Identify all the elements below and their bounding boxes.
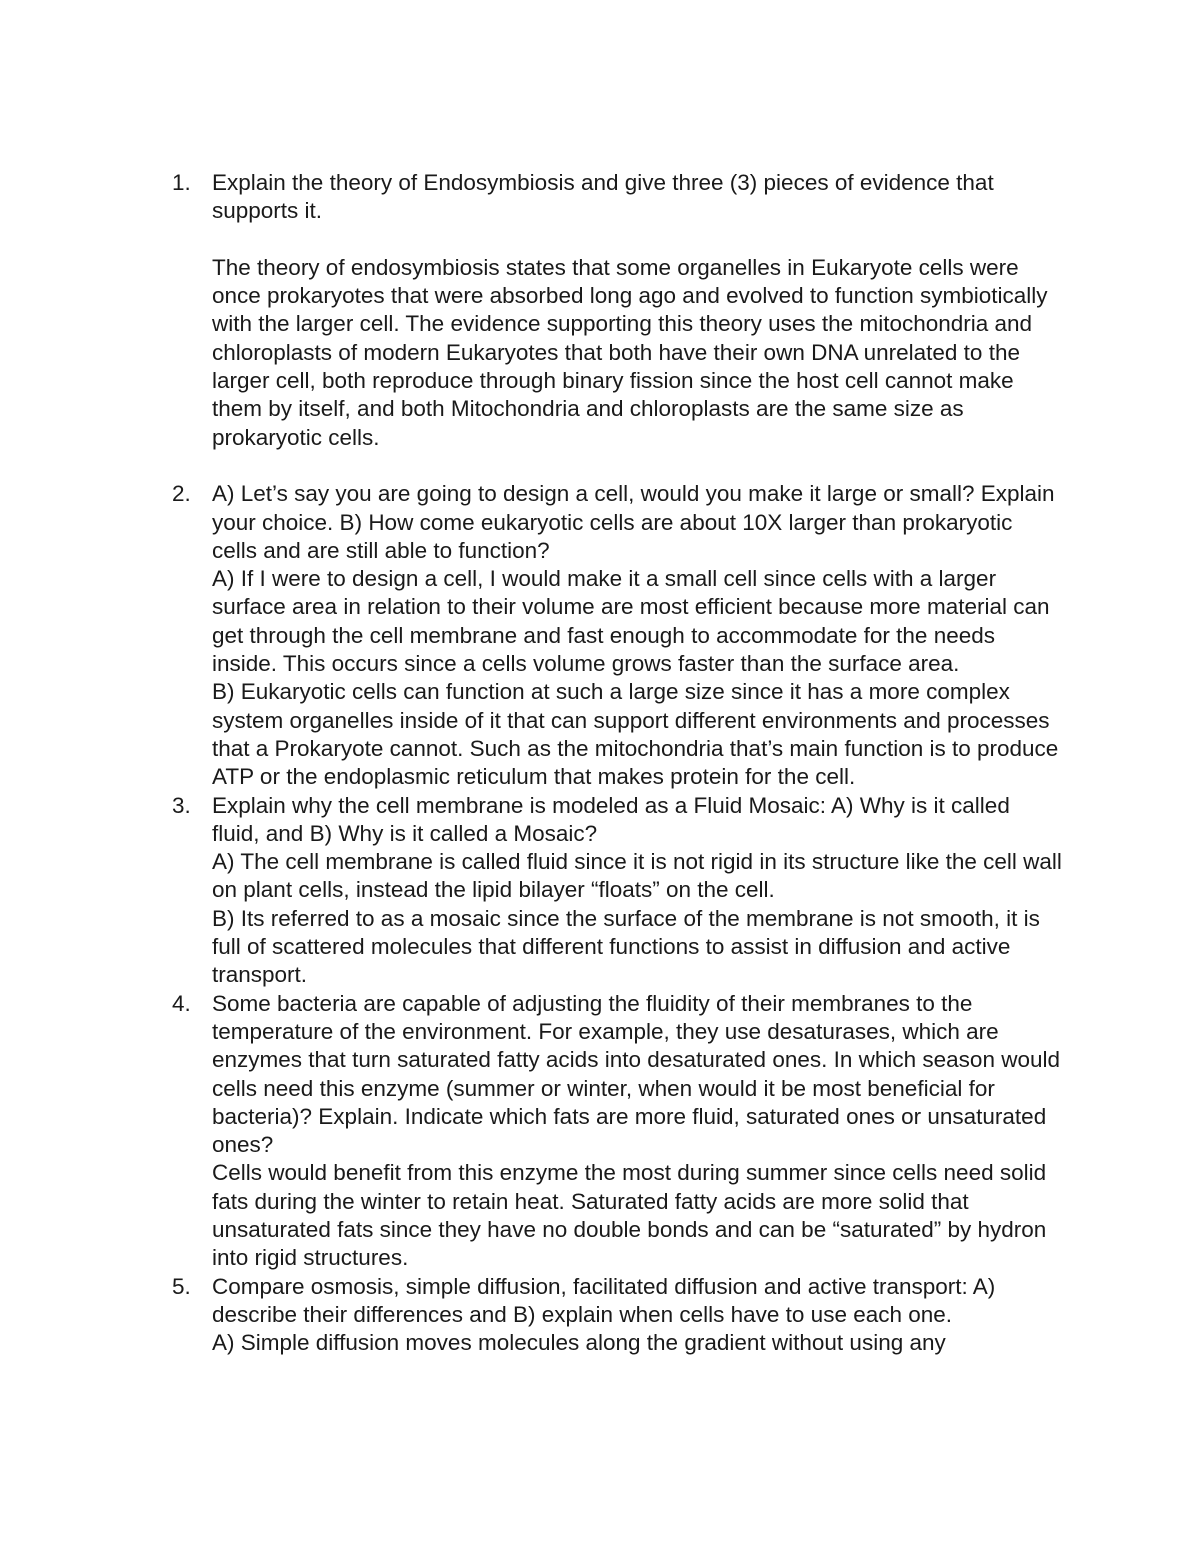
list-item <box>172 1273 1062 1358</box>
item-content <box>212 792 1062 990</box>
item-number: 1. <box>172 170 191 195</box>
question-text: A) Let’s say you are going to design a cell, would you make it large or small? Explain your choice. B) How come eukaryotic cells are about 10X larger than prokaryotic cells and are still able to function? <box>212 481 1055 563</box>
item-content <box>212 990 1062 1273</box>
list-item <box>172 990 1062 1273</box>
answer-text: Cells would benefit from this enzyme the most during summer since cells need solid fats during the winter to retain heat. Saturated fatty acids are more solid that unsaturated fats since they have no double bonds and can be “saturated” by hydron into rigid structures. <box>212 1160 1047 1271</box>
answer-text: B) Eukaryotic cells can function at such a large size since it has a more complex system organelles inside of it that can support different environments and processes that a Prokaryote cannot. Such as the mitochondria that’s main function is to produce ATP or the endoplasmic reticulum that makes protein for the cell. <box>212 679 1059 790</box>
item-content <box>212 1273 1062 1358</box>
list-item <box>172 169 1062 452</box>
list-item <box>172 480 1062 791</box>
item-number: 3. <box>172 792 191 818</box>
answer-text: A) Simple diffusion moves molecules along the gradient without using any <box>212 1330 946 1356</box>
answer-text: A) The cell membrane is called fluid since it is not rigid in its structure like the cell wall on plant cells, instead the lipid bilayer “floats” on the cell. <box>212 849 1062 903</box>
item-content <box>212 480 1062 791</box>
answer-text: B) Its referred to as a mosaic since the surface of the membrane is not smooth, it is full of scattered molecules that different functions to assist in diffusion and active transport. <box>212 905 1040 988</box>
question-text: Some bacteria are capable of adjusting the fluidity of their membranes to the temperature of the environment. For example, they use desaturases, which are enzymes that turn saturated fatty acids into desaturated ones. In which season would cells need this enzyme (summer or winter, when would it be most beneficial for bacteria)? Explain. Indicate which fats are more fluid, saturated ones or unsaturated ones? <box>212 990 1060 1158</box>
question-text: Explain why the cell membrane is modeled as a Fluid Mosaic: A) Why is it called fluid, and B) Why is it called a Mosaic? <box>212 792 1010 846</box>
answer-text: The theory of endosymbiosis states that some organelles in Eukaryote cells were once prokaryotes that were absorbed long ago and evolved to function symbiotically with the larger cell. The evidence supporting this theory uses the mitochondria and chloroplasts of modern Eukaryotes that both have their own DNA unrelated to the larger cell, both reproduce through binary fission since the host cell cannot make them by itself, and both Mitochondria and chloroplasts are the same size as prokaryotic cells. <box>212 254 1048 450</box>
item-gap <box>172 452 1062 480</box>
paragraph-gap <box>212 226 1062 254</box>
item-content <box>212 169 1062 452</box>
answer-text: A) If I were to design a cell, I would make it a small cell since cells with a larger surface area in relation to their volume are most efficient because more material can get through the cell membrane and fast enough to accommodate for the needs inside. This occurs since a cells volume grows faster than the surface area. <box>212 566 1050 677</box>
question-text: Compare osmosis, simple diffusion, facilitated diffusion and active transport: A) describe their differences and B) explain when cells have to use each one. <box>212 1273 996 1327</box>
item-number: 4. <box>172 990 191 1016</box>
question-text: Explain the theory of Endosymbiosis and give three (3) pieces of evidence that supports it. <box>212 170 994 224</box>
document-body <box>172 169 1062 1357</box>
item-number: 2. <box>172 481 191 507</box>
list-item <box>172 792 1062 990</box>
item-number: 5. <box>172 1273 191 1299</box>
